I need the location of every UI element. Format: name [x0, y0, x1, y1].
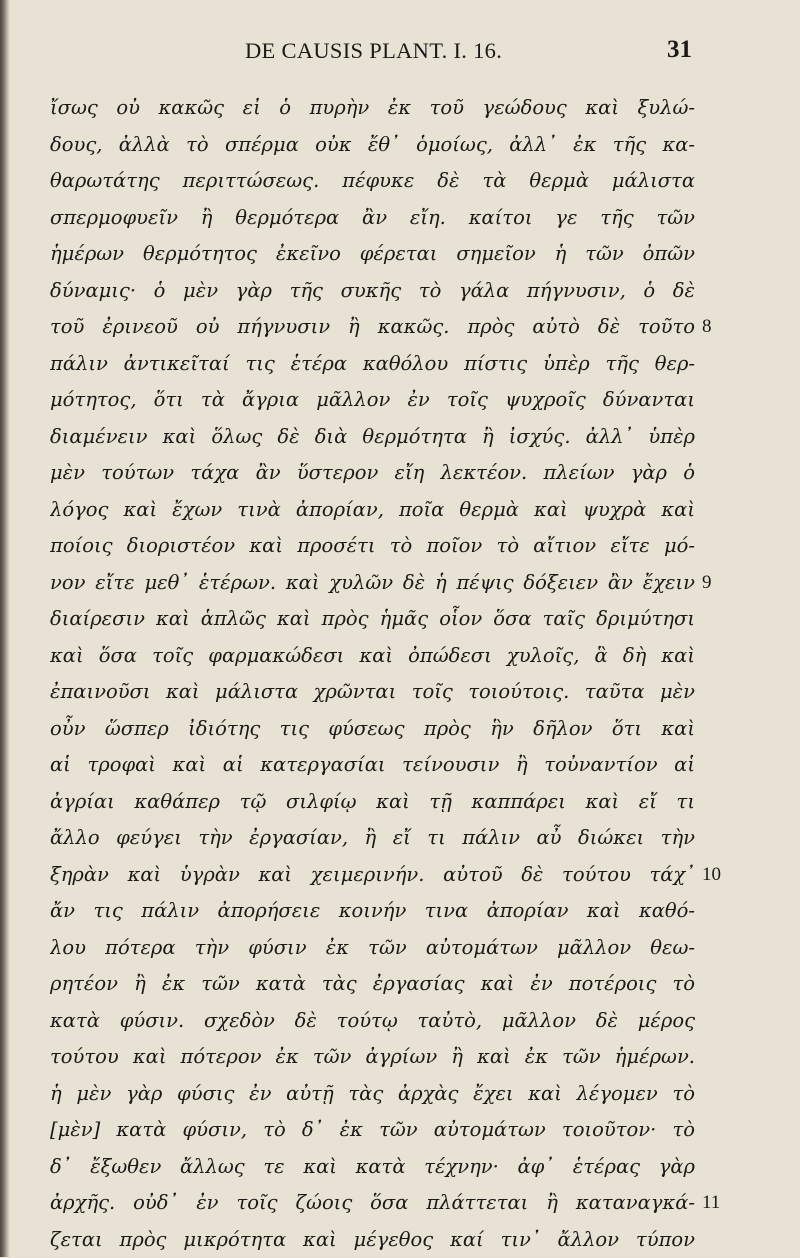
- page-number: 31: [667, 36, 692, 64]
- text-line: δους, ἀλλὰ τὸ σπέρμα οὐκ ἔθ᾽ ὁμοίως, ἀλλ᾽ ἐκ τῆς κα-: [50, 127, 695, 164]
- text-line: ἐπαινοῦσι καὶ μάλιστα χρῶνται τοῖς τοιούτοις. ταῦτα μὲν: [50, 674, 695, 711]
- text-line: ἡμέρων θερμότητος ἐκεῖνο φέρεται σημεῖον ἡ τῶν ὀπῶν: [50, 236, 695, 273]
- text-line: δύναμις· ὁ μὲν γὰρ τῆς συκῆς τὸ γάλα πήγνυσιν, ὁ δὲ: [50, 273, 695, 310]
- section-number: 10: [702, 857, 721, 894]
- text-line: ἡ μὲν γὰρ φύσις ἐν αὐτῇ τὰς ἀρχὰς ἔχει καὶ λέγομεν τὸ: [50, 1076, 695, 1113]
- text-line: ἀρχῆς. οὐδ᾽ ἐν τοῖς ζώοις ὅσα πλάττεται ἢ καταναγκά-: [50, 1185, 695, 1222]
- text-line: θαρωτάτης περιττώσεως. πέφυκε δὲ τὰ θερμὰ μάλιστα: [50, 163, 695, 200]
- section-number: 8: [702, 309, 712, 346]
- text-line: κατὰ φύσιν. σχεδὸν δὲ τούτῳ ταὐτὸ, μᾶλλον δὲ μέρος: [50, 1003, 695, 1040]
- text-line: ζεται πρὸς μικρότητα καὶ μέγεθος καί τιν᾽ ἄλλον τύπον: [50, 1222, 695, 1258]
- text-line: πάλιν ἀντικεῖταί τις ἑτέρα καθόλου πίστις ὑπὲρ τῆς θερ-: [50, 346, 695, 383]
- text-line: ξηρὰν καὶ ὑγρὰν καὶ χειμερινήν. αὐτοῦ δὲ τούτου τάχ᾽: [50, 857, 695, 894]
- text-line: μότητος, ὅτι τὰ ἄγρια μᾶλλον ἐν τοῖς ψυχροῖς δύνανται: [50, 382, 695, 419]
- text-line: σπερμοφυεῖν ἢ θερμότερα ἂν εἴη. καίτοι γε τῆς τῶν: [50, 200, 695, 237]
- text-line: τοῦ ἐρινεοῦ οὐ πήγνυσιν ἢ κακῶς. πρὸς αὐτὸ δὲ τοῦτο: [50, 309, 695, 346]
- text-line: [μὲν] κατὰ φύσιν, τὸ δ᾽ ἐκ τῶν αὐτομάτων τοιοῦτον· τὸ: [50, 1112, 695, 1149]
- text-line: διαμένειν καὶ ὅλως δὲ διὰ θερμότητα ἢ ἰσχύς. ἀλλ᾽ ὑπὲρ: [50, 419, 695, 456]
- text-line: ἄλλο φεύγει τὴν ἐργασίαν, ἢ εἴ τι πάλιν αὖ διώκει τὴν: [50, 820, 695, 857]
- running-title: DE CAUSIS PLANT. I. 16.: [245, 38, 502, 64]
- text-line: δ᾽ ἔξωθεν ἄλλως τε καὶ κατὰ τέχνην· ἀφ᾽ ἑτέρας γὰρ: [50, 1149, 695, 1186]
- text-line: διαίρεσιν καὶ ἁπλῶς καὶ πρὸς ἡμᾶς οἷον ὅσα ταῖς δριμύτησι: [50, 601, 695, 638]
- text-line: ρητέον ἢ ἐκ τῶν κατὰ τὰς ἐργασίας καὶ ἐν ποτέροις τὸ: [50, 966, 695, 1003]
- section-number: 9: [702, 565, 712, 602]
- text-line: τούτου καὶ πότερον ἐκ τῶν ἀγρίων ἢ καὶ ἐκ τῶν ἡμέρων.: [50, 1039, 695, 1076]
- text-line: ἄν τις πάλιν ἀπορήσειε κοινήν τινα ἀπορίαν καὶ καθό-: [50, 893, 695, 930]
- section-number: 11: [702, 1185, 720, 1222]
- greek-text-body: [50, 90, 695, 1258]
- text-line: μὲν τούτων τάχα ἂν ὕστερον εἴη λεκτέον. πλείων γὰρ ὁ: [50, 455, 695, 492]
- text-line: καὶ ὅσα τοῖς φαρμακώδεσι καὶ ὀπώδεσι χυλοῖς, ἃ δὴ καὶ: [50, 638, 695, 675]
- text-line: νον εἴτε μεθ᾽ ἑτέρων. καὶ χυλῶν δὲ ἡ πέψις δόξειεν ἂν ἔχειν: [50, 565, 695, 602]
- text-line: αἱ τροφαὶ καὶ αἱ κατεργασίαι τείνουσιν ἢ τοὐναντίον αἱ: [50, 747, 695, 784]
- text-line: οὖν ὥσπερ ἰδιότης τις φύσεως πρὸς ἣν δῆλον ὅτι καὶ: [50, 711, 695, 748]
- text-line: ἀγρίαι καθάπερ τῷ σιλφίῳ καὶ τῇ καππάρει καὶ εἴ τι: [50, 784, 695, 821]
- text-line: ἴσως οὐ κακῶς εἰ ὁ πυρὴν ἐκ τοῦ γεώδους καὶ ξυλώ-: [50, 90, 695, 127]
- text-line: λου πότερα τὴν φύσιν ἐκ τῶν αὐτομάτων μᾶλλον θεω-: [50, 930, 695, 967]
- page-header: [245, 38, 692, 72]
- text-line: ποίοις διοριστέον καὶ προσέτι τὸ ποῖον τὸ αἴτιον εἴτε μό-: [50, 528, 695, 565]
- page-gutter-shadow: [0, 0, 10, 1257]
- text-line: λόγος καὶ ἔχων τινὰ ἀπορίαν, ποῖα θερμὰ καὶ ψυχρὰ καὶ: [50, 492, 695, 529]
